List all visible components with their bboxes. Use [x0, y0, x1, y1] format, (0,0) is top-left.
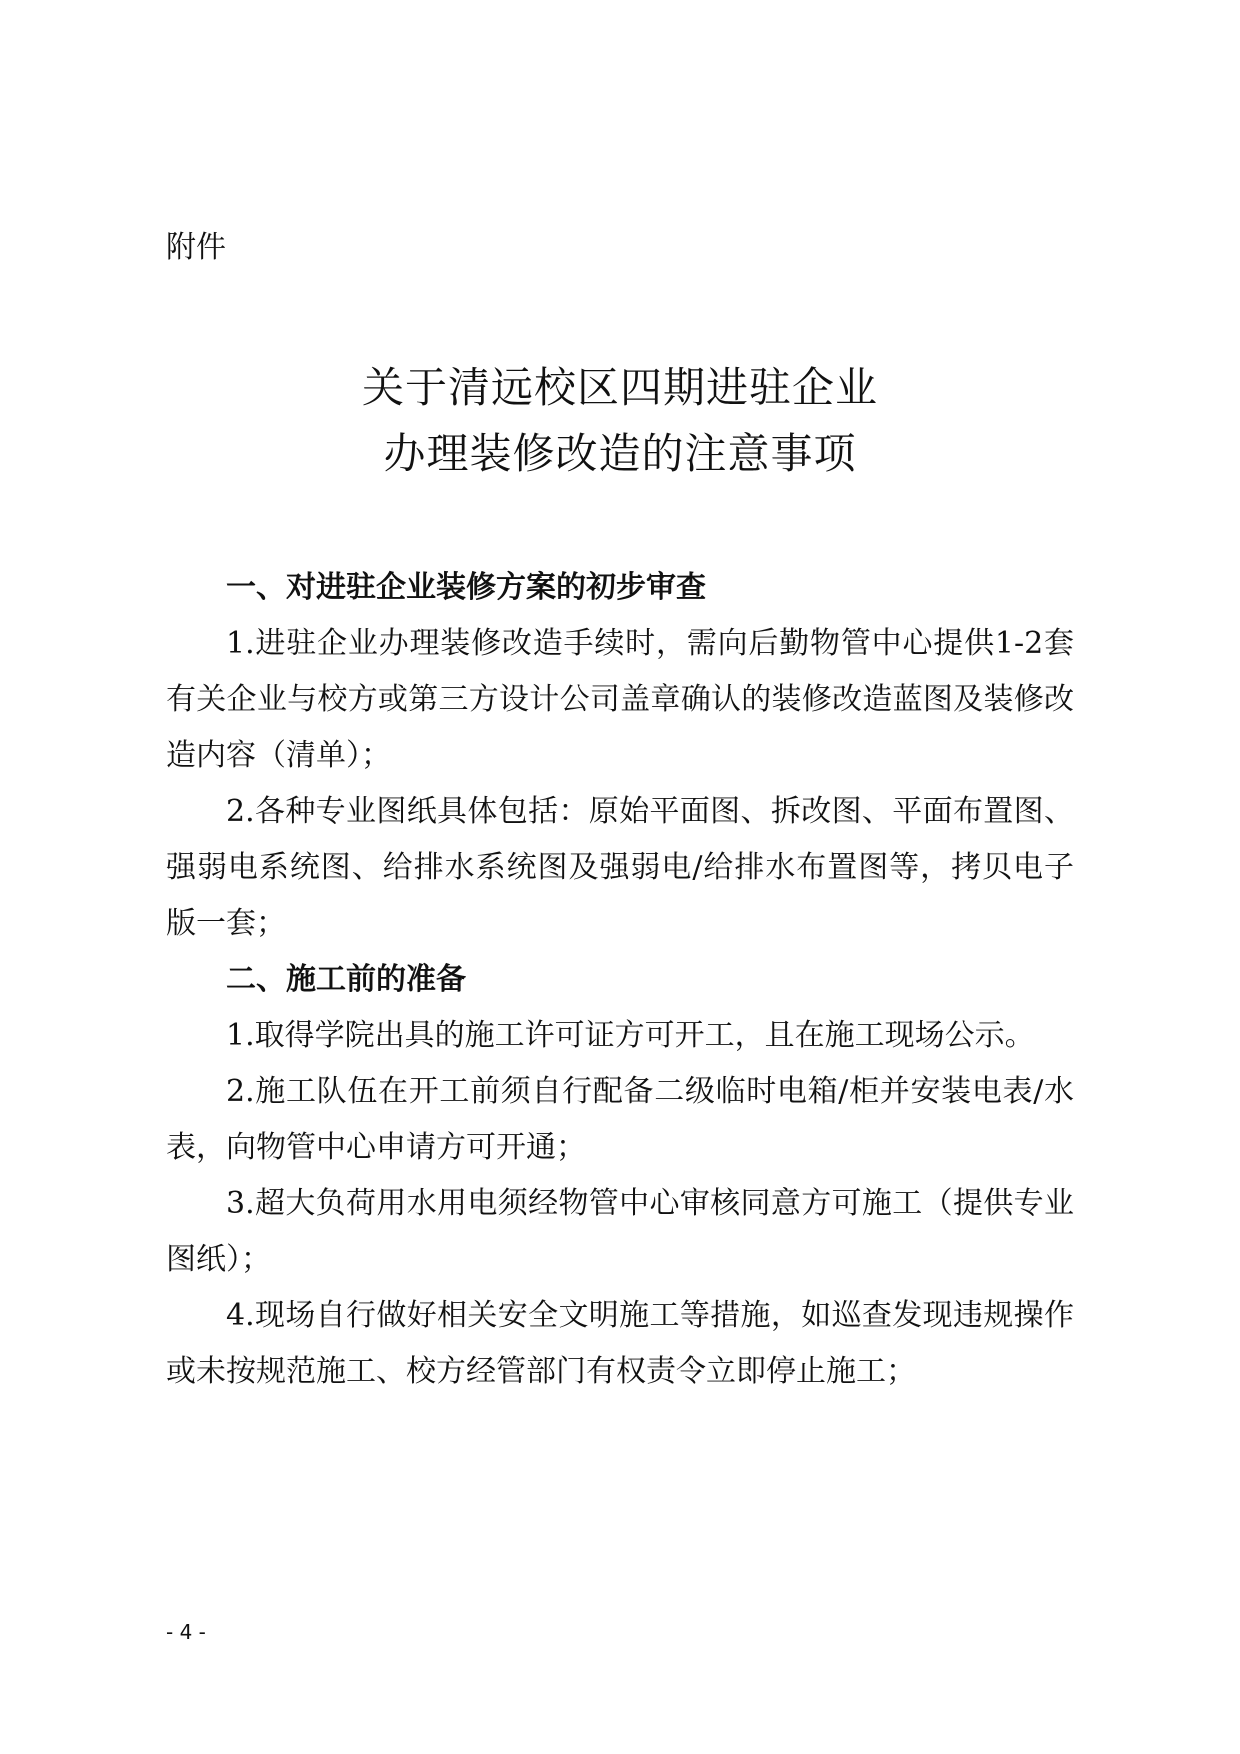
paragraph: 3.超大负荷用水用电须经物管中心审核同意方可施工（提供专业图纸）； — [166, 1186, 1074, 1277]
paragraph: 4.现场自行做好相关安全文明施工等措施，如巡查发现违规操作或未按规范施工、校方经管部门有权责令立即停止施工； — [166, 1298, 1074, 1389]
title-line-1: 关于清远校区四期进驻企业 — [361, 363, 878, 412]
section-heading: 二、施工前的准备 — [226, 962, 466, 997]
paragraph: 2.各种专业图纸具体包括：原始平面图、拆改图、平面布置图、强弱电系统图、给排水系统图及强弱电/给排水布置图等，拷贝电子版一套； — [166, 794, 1074, 941]
title-line-2: 办理装修改造的注意事项 — [383, 429, 857, 478]
paragraph: 1.进驻企业办理装修改造手续时，需向后勤物管中心提供1-2套有关企业与校方或第三方设计公司盖章确认的装修改造蓝图及装修改造内容（清单）； — [166, 626, 1074, 773]
paragraph: 1.取得学院出具的施工许可证方可开工，且在施工现场公示。 — [226, 1018, 1035, 1053]
document-body — [166, 560, 1074, 1400]
page-number: - 4 - — [166, 1620, 206, 1644]
paragraph: 2.施工队伍在开工前须自行配备二级临时电箱/柜并安装电表/水表，向物管中心申请方可开通； — [166, 1074, 1074, 1165]
attachment-label: 附件 — [166, 230, 226, 265]
section-heading: 一、对进驻企业装修方案的初步审查 — [226, 570, 706, 605]
document-title — [166, 355, 1074, 487]
